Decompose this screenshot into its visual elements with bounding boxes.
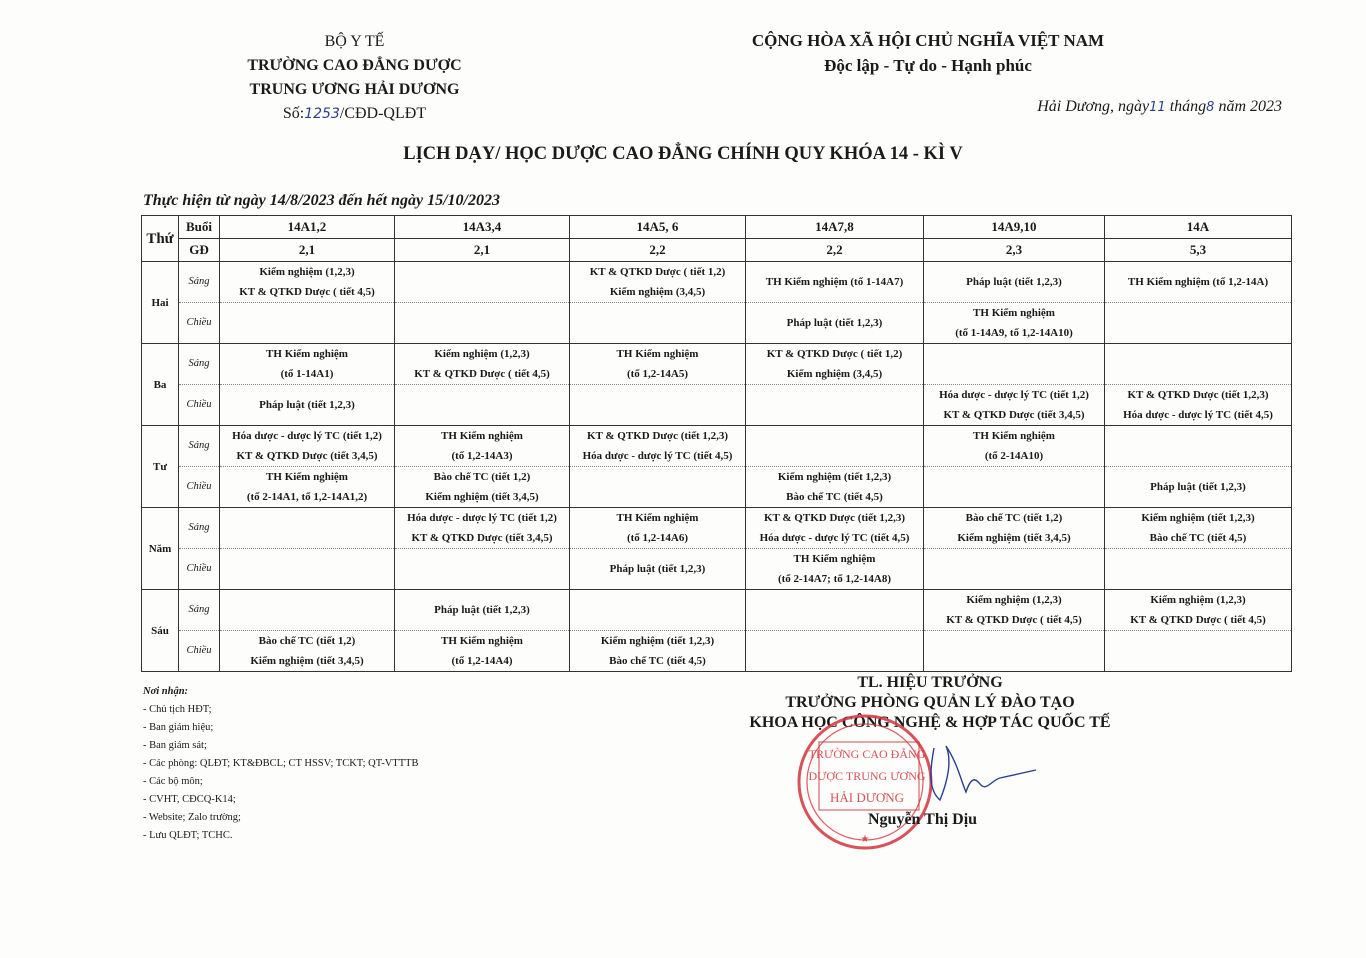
schedule-cell <box>924 508 1105 549</box>
schedule-cell <box>924 631 1105 672</box>
schedule-cell <box>395 508 570 549</box>
date-year: năm 2023 <box>1218 98 1282 115</box>
schedule-cell <box>395 344 570 385</box>
class-entry: KT & QTKD Dược (tiết 3,4,5) <box>236 450 378 462</box>
class-entry: Pháp luật (tiết 1,2,3) <box>786 317 883 329</box>
schedule-cell <box>746 385 924 426</box>
document-title: LỊCH DẠY/ HỌC DƯỢC CAO ĐẲNG CHÍNH QUY KHÓA 14 - KÌ V <box>403 144 963 164</box>
header-group: 14A <box>1105 216 1292 239</box>
schedule-cell <box>395 631 570 672</box>
session-cell: Sáng <box>179 508 220 549</box>
schedule-cell <box>746 631 924 672</box>
class-entry: Kiểm nghiệm (1,2,3) <box>434 348 530 360</box>
schedule-cell <box>570 344 746 385</box>
schedule-cell <box>1105 303 1292 344</box>
header-gd: GĐ <box>179 239 220 262</box>
class-entry: (tổ 2-14A1, tổ 1,2-14A1,2) <box>246 491 368 503</box>
class-entry: Bào chế TC (tiết 1,2) <box>258 635 356 647</box>
schedule-cell <box>220 426 395 467</box>
session-cell: Chiều <box>179 303 220 344</box>
schedule-row <box>142 426 1292 467</box>
recipient-item: - Lưu QLĐT; TCHC. <box>143 830 233 841</box>
schedule-cell <box>220 303 395 344</box>
date-prefix: Hải Dương, ngày <box>1037 98 1150 115</box>
session-cell: Chiều <box>179 467 220 508</box>
class-entry: TH Kiểm nghiệm <box>616 348 699 360</box>
class-entry: (tổ 1,2-14A5) <box>626 368 689 380</box>
schedule-row <box>142 508 1292 549</box>
schedule-cell <box>924 303 1105 344</box>
date-month-word: tháng <box>1169 98 1207 115</box>
svg-text:DƯỢC TRUNG ƯƠNG: DƯỢC TRUNG ƯƠNG <box>808 769 926 783</box>
schedule-row <box>142 549 1292 590</box>
weekday-cell: Hai <box>142 262 179 344</box>
class-entry: Hóa dược - dược lý TC (tiết 4,5) <box>759 532 910 544</box>
class-entry: KT & QTKD Dược ( tiết 4,5) <box>1130 614 1266 626</box>
recipient-item: - CVHT, CĐCQ-K14; <box>143 794 236 805</box>
schedule-row <box>142 631 1292 672</box>
class-entry: KT & QTKD Dược (tiết 3,4,5) <box>411 532 553 544</box>
header-session: Buổi <box>179 216 220 239</box>
session-cell: Sáng <box>179 426 220 467</box>
schedule-cell <box>570 508 746 549</box>
schedule-cell <box>1105 426 1292 467</box>
recipient-item: - Chủ tịch HĐT; <box>143 704 212 715</box>
document-number <box>222 102 487 126</box>
effective-period: Thực hiện từ ngày 14/8/2023 đến hết ngày 15/10/2023 <box>143 192 500 209</box>
national-header <box>700 28 1156 78</box>
schedule-cell <box>570 303 746 344</box>
header-gd-value: 2,1 <box>220 239 395 262</box>
schedule-cell <box>220 549 395 590</box>
class-entry: Pháp luật (tiết 1,2,3) <box>434 604 530 616</box>
svg-text:TRƯỜNG CAO ĐẲNG: TRƯỜNG CAO ĐẲNG <box>808 747 926 761</box>
class-entry: Kiểm nghiệm (1,2,3) <box>966 594 1062 606</box>
class-entry: Kiểm nghiệm (tiết 1,2,3) <box>1141 512 1255 524</box>
schedule-cell <box>924 467 1105 508</box>
header-group: 14A7,8 <box>746 216 924 239</box>
class-entry: Bào chế TC (tiết 4,5) <box>609 655 706 667</box>
schedule-cell <box>395 590 570 631</box>
class-entry: Kiểm nghiệm (3,4,5) <box>609 286 706 298</box>
class-entry: Kiểm nghiệm (3,4,5) <box>786 368 883 380</box>
schedule-cell <box>746 303 924 344</box>
schedule-cell <box>1105 508 1292 549</box>
session-cell: Sáng <box>179 262 220 303</box>
header-gd-value: 5,3 <box>1105 239 1292 262</box>
class-entry: Pháp luật (tiết 1,2,3) <box>966 276 1062 288</box>
schedule-cell <box>395 385 570 426</box>
class-entry: TH Kiểm nghiệm (tổ 1,2-14A) <box>1127 276 1269 288</box>
class-entry: TH Kiểm nghiệm <box>441 635 523 647</box>
class-entry: Kiểm nghiệm (1,2,3) <box>259 266 355 278</box>
recipient-item: - Các phòng: QLĐT; KT&ĐBCL; CT HSSV; TCKT; QT-VTTTB <box>143 758 419 769</box>
class-entry: Bào chế TC (tiết 4,5) <box>1149 532 1247 544</box>
class-entry: KT & QTKD Dược ( tiết 4,5) <box>239 286 375 298</box>
schedule-cell <box>1105 467 1292 508</box>
recipient-item: - Website; Zalo trường; <box>143 812 241 823</box>
schedule-cell <box>395 262 570 303</box>
class-entry: Kiểm nghiệm (tiết 1,2,3) <box>600 635 715 647</box>
session-cell: Sáng <box>179 590 220 631</box>
schedule-cell <box>924 426 1105 467</box>
schedule-cell <box>570 549 746 590</box>
schedule-cell <box>220 262 395 303</box>
school-name-line2: TRUNG ƯƠNG HẢI DƯƠNG <box>249 81 460 98</box>
national-motto: Độc lập - Tự do - Hạnh phúc <box>824 56 1032 75</box>
schedule-cell <box>395 467 570 508</box>
class-entry: TH Kiểm nghiệm <box>973 430 1055 442</box>
class-entry: Hóa dược - dược lý TC (tiết 1,2) <box>232 430 382 442</box>
class-entry: Kiểm nghiệm (tiết 3,4,5) <box>957 532 1071 544</box>
schedule-row <box>142 467 1292 508</box>
schedule-cell <box>746 590 924 631</box>
schedule-cell <box>570 385 746 426</box>
schedule-row <box>142 385 1292 426</box>
class-entry: (tổ 2-14A10) <box>984 450 1044 462</box>
class-entry: KT & QTKD Dược ( tiết 4,5) <box>414 368 550 380</box>
number-prefix: Số: <box>282 105 305 122</box>
schedule-cell <box>924 385 1105 426</box>
schedule-cell <box>1105 549 1292 590</box>
class-entry: TH Kiểm nghiệm <box>266 471 348 483</box>
header-group: 14A1,2 <box>220 216 395 239</box>
class-entry: Pháp luật (tiết 1,2,3) <box>259 399 355 411</box>
class-entry: Hóa dược - dược lý TC (tiết 1,2) <box>939 389 1089 401</box>
header-group: 14A5, 6 <box>570 216 746 239</box>
date-day: 11 <box>1149 100 1166 115</box>
country-name: CỘNG HÒA XÃ HỘI CHỦ NGHĨA VIỆT NAM <box>751 31 1105 50</box>
class-entry: (tổ 1,2-14A4) <box>451 655 513 667</box>
class-entry: Kiểm nghiệm (tiết 3,4,5) <box>425 491 539 503</box>
schedule-cell <box>220 385 395 426</box>
schedule-cell <box>924 344 1105 385</box>
weekday-cell: Tư <box>142 426 179 508</box>
class-entry: TH Kiểm nghiệm <box>266 348 348 360</box>
schedule-cell <box>220 467 395 508</box>
class-entry: Bào chế TC (tiết 1,2) <box>433 471 531 483</box>
schedule-cell <box>1105 631 1292 672</box>
class-entry: Hóa dược - dược lý TC (tiết 4,5) <box>1123 409 1273 421</box>
class-entry: KT & QTKD Dược (tiết 1,2,3) <box>1127 389 1269 401</box>
place-date <box>1037 98 1282 116</box>
class-entry: (tổ 2-14A7; tổ 1,2-14A8) <box>777 573 892 585</box>
date-month: 8 <box>1206 100 1215 115</box>
schedule-cell <box>746 344 924 385</box>
schedule-cell <box>395 549 570 590</box>
weekday-cell: Ba <box>142 344 179 426</box>
schedule-cell <box>220 508 395 549</box>
schedule-cell <box>395 303 570 344</box>
class-entry: Kiểm nghiệm (tiết 1,2,3) <box>777 471 892 483</box>
recipient-item: - Ban giám sát; <box>143 740 207 751</box>
schedule-cell <box>746 508 924 549</box>
schedule-cell <box>746 426 924 467</box>
signature-line1: TL. HIỆU TRƯỞNG <box>857 674 1003 691</box>
header-group: 14A9,10 <box>924 216 1105 239</box>
header-gd-value: 2,2 <box>746 239 924 262</box>
class-entry: TH Kiểm nghiệm <box>973 307 1055 319</box>
schedule-body <box>142 262 1292 672</box>
schedule-cell <box>570 426 746 467</box>
class-entry: TH Kiểm nghiệm <box>793 553 876 565</box>
schedule-table <box>141 215 1292 672</box>
class-entry: KT & QTKD Dược ( tiết 1,2) <box>589 266 726 278</box>
header-gd-value: 2,1 <box>395 239 570 262</box>
session-cell: Chiều <box>179 631 220 672</box>
class-entry: TH Kiểm nghiệm <box>441 430 523 442</box>
schedule-cell <box>395 426 570 467</box>
weekday-cell: Sáu <box>142 590 179 672</box>
session-cell: Chiều <box>179 385 220 426</box>
schedule-row <box>142 344 1292 385</box>
class-entry: Kiểm nghiệm (1,2,3) <box>1150 594 1246 606</box>
recipients-list <box>143 683 419 845</box>
schedule-cell <box>220 590 395 631</box>
signer-name: Nguyễn Thị Dịu <box>868 811 978 828</box>
header-weekday: Thứ <box>142 216 179 262</box>
session-cell: Sáng <box>179 344 220 385</box>
number-handwritten: 1253 <box>304 106 340 122</box>
header-gd-value: 2,2 <box>570 239 746 262</box>
class-entry: TH Kiểm nghiệm <box>616 512 699 524</box>
recipient-item: - Các bộ môn; <box>143 776 203 787</box>
class-entry: (tổ 1,2-14A6) <box>626 532 689 544</box>
weekday-cell: Năm <box>142 508 179 590</box>
class-entry: Kiểm nghiệm (tiết 3,4,5) <box>250 655 364 667</box>
schedule-row <box>142 262 1292 303</box>
class-entry: (tổ 1,2-14A3) <box>451 450 513 462</box>
svg-text:★: ★ <box>860 834 870 845</box>
schedule-cell <box>746 467 924 508</box>
schedule-cell <box>1105 262 1292 303</box>
schedule-cell <box>1105 344 1292 385</box>
class-entry: Pháp luật (tiết 1,2,3) <box>609 563 706 575</box>
class-entry: Hóa dược - dược lý TC (tiết 4,5) <box>582 450 733 462</box>
number-suffix: /CĐD-QLĐT <box>339 105 427 122</box>
class-entry: TH Kiểm nghiệm (tổ 1-14A7) <box>765 276 904 288</box>
class-entry: KT & QTKD Dược (tiết 1,2,3) <box>586 430 729 442</box>
schedule-row <box>142 303 1292 344</box>
schedule-cell <box>570 262 746 303</box>
schedule-cell <box>570 590 746 631</box>
recipients-heading: Nơi nhận: <box>143 686 189 697</box>
schedule-cell <box>924 262 1105 303</box>
class-entry: KT & QTKD Dược ( tiết 4,5) <box>946 614 1082 626</box>
schedule-cell <box>570 467 746 508</box>
schedule-cell <box>220 631 395 672</box>
class-entry: KT & QTKD Dược (tiết 3,4,5) <box>943 409 1085 421</box>
school-name-line1: TRƯỜNG CAO ĐẲNG DƯỢC <box>247 57 462 74</box>
recipient-item: - Ban giám hiệu; <box>143 722 214 733</box>
session-cell: Chiều <box>179 549 220 590</box>
class-entry: Pháp luật (tiết 1,2,3) <box>1150 481 1246 493</box>
schedule-cell <box>570 631 746 672</box>
ministry-name: BỘ Y TẾ <box>324 33 385 50</box>
handwritten-signature <box>900 740 1040 810</box>
schedule-cell <box>1105 590 1292 631</box>
header-group: 14A3,4 <box>395 216 570 239</box>
schedule-cell <box>924 549 1105 590</box>
class-entry: (tổ 1-14A1) <box>280 368 334 380</box>
class-entry: (tổ 1-14A9, tổ 1,2-14A10) <box>955 327 1073 339</box>
class-entry: KT & QTKD Dược ( tiết 1,2) <box>766 348 903 360</box>
issuer-block <box>222 30 487 126</box>
signature-line2: TRƯỞNG PHÒNG QUẢN LÝ ĐÀO TẠO <box>785 694 1075 711</box>
schedule-cell <box>924 590 1105 631</box>
header-gd-value: 2,3 <box>924 239 1105 262</box>
signature-line3: KHOA HỌC CÔNG NGHỆ & HỢP TÁC QUỐC TẾ <box>749 714 1111 731</box>
schedule-cell <box>1105 385 1292 426</box>
schedule-cell <box>220 344 395 385</box>
class-entry: Bào chế TC (tiết 1,2) <box>965 512 1063 524</box>
class-entry: Hóa dược - dược lý TC (tiết 1,2) <box>407 512 557 524</box>
schedule-cell <box>746 549 924 590</box>
svg-text:HẢI DƯƠNG: HẢI DƯƠNG <box>830 790 904 805</box>
schedule-row <box>142 590 1292 631</box>
class-entry: KT & QTKD Dược (tiết 1,2,3) <box>763 512 906 524</box>
class-entry: Bào chế TC (tiết 4,5) <box>786 491 883 503</box>
schedule-cell <box>746 262 924 303</box>
